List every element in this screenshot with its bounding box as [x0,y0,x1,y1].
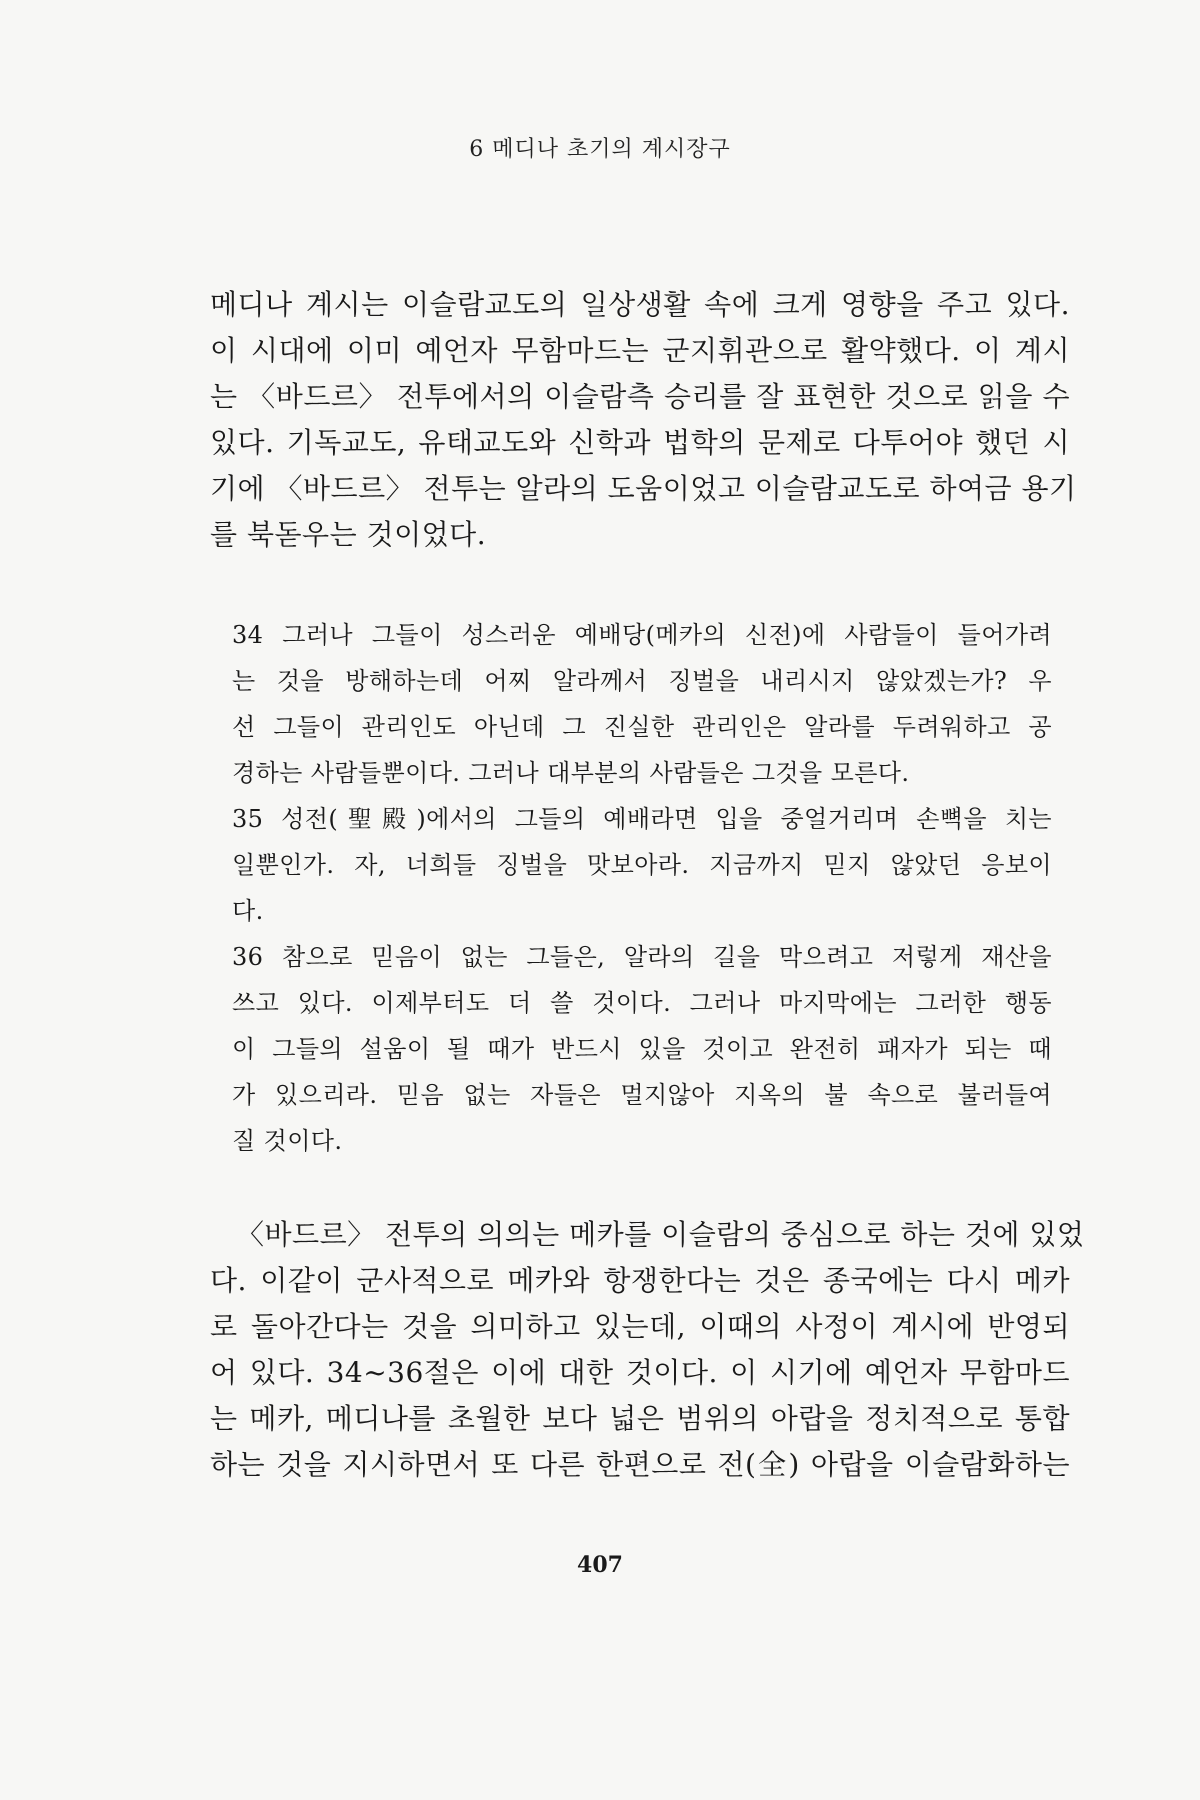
text-line: 를 북돋우는 것이었다. [210,518,487,551]
text-line: 는 〈바드르〉 전투에서의 이슬람측 승리를 잘 표현한 것으로 읽을 수 [210,380,1070,413]
text-line: 메디나 계시는 이슬람교도의 일상생활 속에 크게 영향을 주고 있다. [210,288,1070,321]
quran-quotation [232,612,1052,1164]
verse-line: 질 것이다. [232,1127,343,1155]
verse-line: 다. [232,897,264,925]
text-line: 있다. 기독교도, 유태교도와 신학과 법학의 문제로 다투어야 했던 시 [210,426,1070,459]
text-line: 어 있다. 34~36절은 이에 대한 것이다. 이 시기에 예언자 무함마드 [210,1356,1070,1389]
verse-line: 경하는 사람들뿐이다. 그러나 대부분의 사람들은 그것을 모른다. [232,759,910,787]
text-line: 〈바드르〉 전투의 의의는 메카를 이슬람의 중심으로 하는 것에 있었 [236,1218,1085,1251]
verse-line: 일뿐인가. 자, 너희들 징벌을 맛보아라. 지금까지 믿지 않았던 응보이 [232,851,1052,879]
verse-line: 는 것을 방해하는데 어찌 알라께서 징벌을 내리시지 않았겠는가? 우 [232,667,1052,695]
text-line: 로 돌아간다는 것을 의미하고 있는데, 이때의 사정이 계시에 반영되 [210,1310,1070,1343]
text-line: 기에 〈바드르〉 전투는 알라의 도움이었고 이슬람교도로 하여금 용기 [210,472,1077,505]
verse-line: 이 그들의 설움이 될 때가 반드시 있을 것이고 완전히 패자가 되는 때 [232,1035,1052,1063]
verse-line: 34 그러나 그들이 성스러운 예배당(메카의 신전)에 사람들이 들어가려 [232,621,1052,649]
text-line: 다. 이같이 군사적으로 메카와 항쟁한다는 것은 종국에는 다시 메카 [210,1264,1070,1297]
verse-line: 36 참으로 믿음이 없는 그들은, 알라의 길을 막으려고 저렇게 재산을 [232,943,1052,971]
page-number: 407 [577,1552,623,1578]
paragraph-1 [210,282,1077,558]
text-line: 이 시대에 이미 예언자 무함마드는 군지휘관으로 활약했다. 이 계시 [210,334,1070,367]
verse-line: 가 있으리라. 믿음 없는 자들은 멀지않아 지옥의 불 속으로 불러들여 [232,1081,1052,1109]
text-line: 는 메카, 메디나를 초월한 보다 넓은 범위의 아랍을 정치적으로 통합 [210,1402,1070,1435]
running-head: 6 메디나 초기의 계시장구 [469,137,731,162]
verse-line: 35 성전(聖殿)에서의 그들의 예배라면 입을 중얼거리며 손뼉을 치는 [232,805,1052,833]
text-line: 하는 것을 지시하면서 또 다른 한편으로 전(全) 아랍을 이슬람화하는 [210,1448,1070,1481]
paragraph-2 [210,1212,1085,1488]
verse-line: 쓰고 있다. 이제부터도 더 쓸 것이다. 그러나 마지막에는 그러한 행동 [232,989,1052,1017]
verse-line: 선 그들이 관리인도 아닌데 그 진실한 관리인은 알라를 두려워하고 공 [232,713,1052,741]
